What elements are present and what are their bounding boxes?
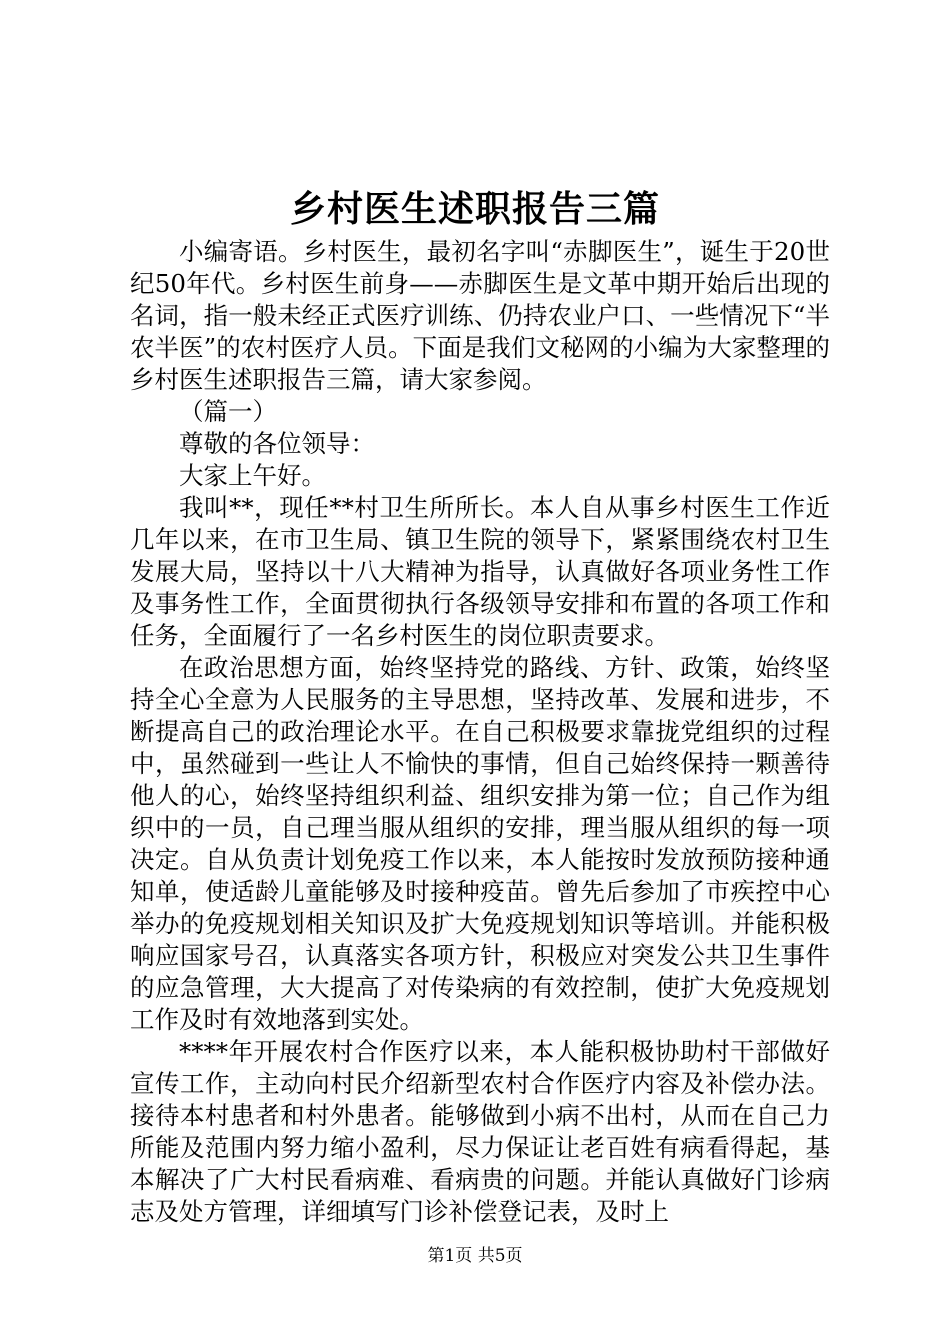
salutation: 尊敬的各位领导： xyxy=(179,429,375,458)
page-title: 乡村医生述职报告三篇 xyxy=(289,188,660,230)
greeting: 大家上午好。 xyxy=(179,461,326,490)
body-paragraph: 我叫**，现任**村卫生所所长。本人自从事乡村医生工作近几年以来，在市卫生局、镇卫生院的领导下，紧紧围绕农村卫生发展大局，坚持以十八大精神为指导，认真做好各项业务性工作及事务性工作，全面贯彻执行各级领导安排和布置的各项工作和任务，全面履行了一名乡村医生的岗位职责要求。 xyxy=(130,493,830,650)
page-number-footer: 第1页 共5页 xyxy=(427,1246,523,1266)
section-label: （篇一） xyxy=(179,397,277,426)
body-paragraph: ****年开展农村合作医疗以来，本人能积极协助村干部做好宣传工作，主动向村民介绍新型农村合作医疗内容及补偿办法。接待本村患者和村外患者。能够做到小病不出村，从而在自己力所能及范围内努力缩小盈利，尽力保证让老百姓有病看得起，基本解决了广大村民看病难、看病贵的问题。并能认真做好门诊病志及处方管理，详细填写门诊补偿登记表，及时上 xyxy=(130,1037,830,1226)
body-paragraph: 在政治思想方面，始终坚持党的路线、方针、政策，始终坚持全心全意为人民服务的主导思想，坚持改革、发展和进步，不断提高自己的政治理论水平。在自己积极要求靠拢党组织的过程中，虽然碰到一些让人不愉快的事情，但自己始终保持一颗善待他人的心，始终坚持组织利益、组织安排为第一位；自己作为组织中的一员，自己理当服从组织的安排，理当服从组织的每一项决定。自从负责计划免疫工作以来，本人能按时发放预防接种通知单，使适龄儿童能够及时接种疫苗。曾先后参加了市疾控中心举办的免疫规划相关知识及扩大免疫规划知识等培训。并能积极响应国家号召，认真落实各项方针，积极应对突发公共卫生事件的应急管理，大大提高了对传染病的有效控制，使扩大免疫规划工作及时有效地落到实处。 xyxy=(130,653,830,1034)
intro-paragraph: 小编寄语。乡村医生，最初名字叫“赤脚医生”，诞生于20世纪50年代。乡村医生前身——赤脚医生是文革中期开始后出现的名词，指一般未经正式医疗训练、仍持农业户口、一些情况下“半农半医”的农村医疗人员。下面是我们文秘网的小编为大家整理的乡村医生述职报告三篇，请大家参阅。 xyxy=(130,237,830,394)
document-body xyxy=(130,236,830,1228)
